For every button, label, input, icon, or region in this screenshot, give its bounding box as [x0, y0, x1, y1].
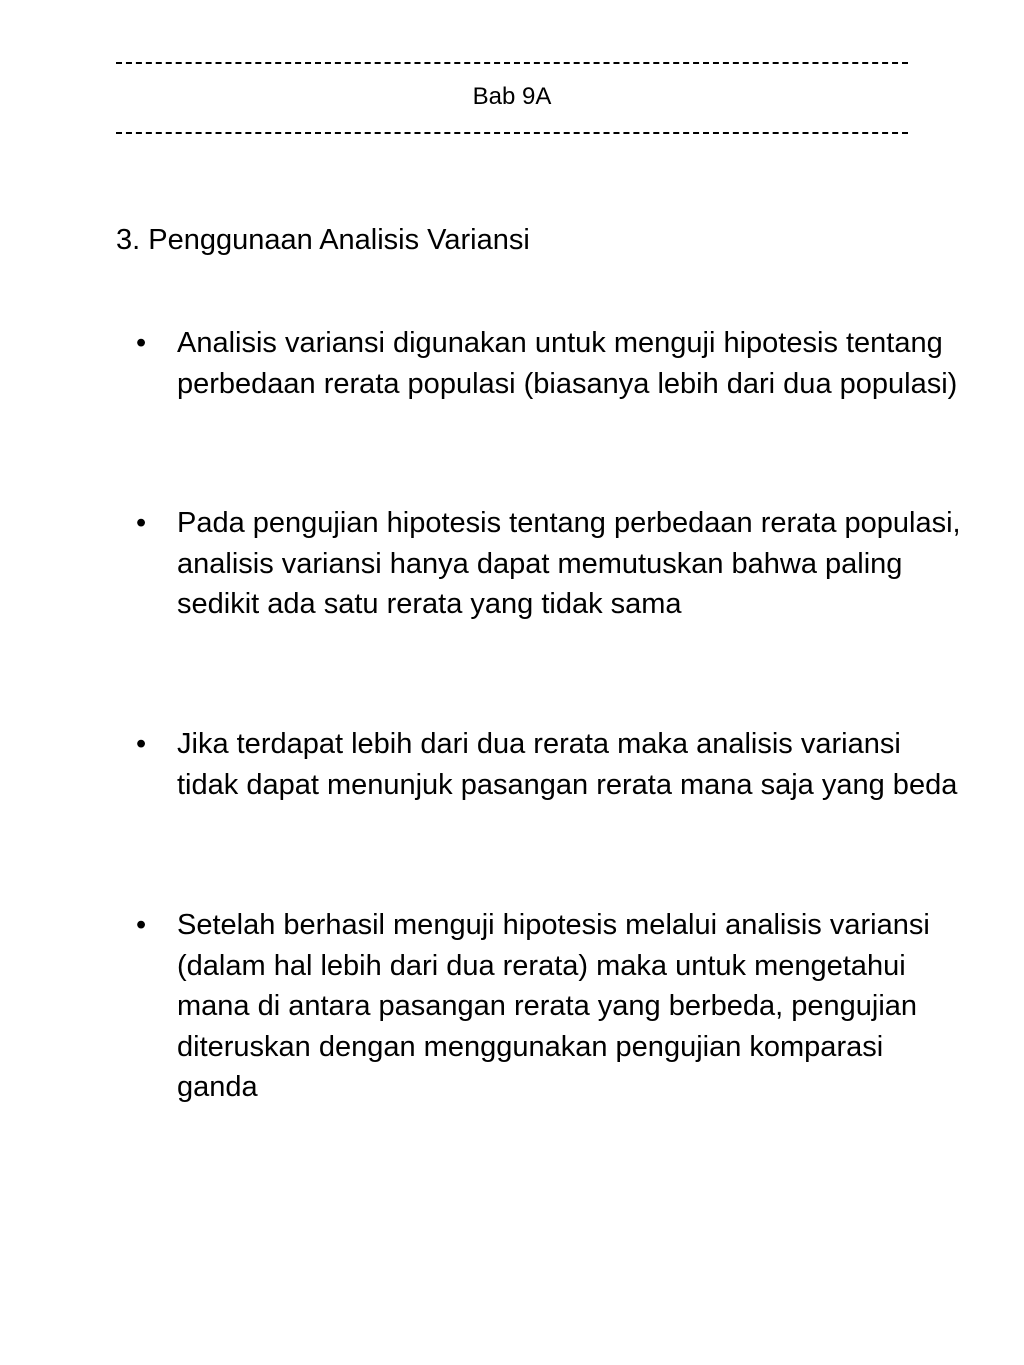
bullet-text: Setelah berhasil menguji hipotesis melalui analisis variansi (dalam hal lebih dari dua rerata) maka untuk mengetahui mana di antara pasangan rerata yang berbeda, pengujian diteruskan dengan menggunakan pengujian komparasi ganda [177, 909, 930, 1103]
bullet-dot-icon: • [136, 728, 147, 760]
chapter-label: Bab 9A [472, 83, 552, 110]
header-dashed-rule-bottom [116, 132, 908, 134]
bullet-text: Analisis variansi digunakan untuk menguji hipotesis tentang perbedaan rerata populasi (biasanya lebih dari dua populasi) [177, 327, 958, 400]
bullet-item [136, 323, 966, 404]
section-title: 3. Penggunaan Analisis Variansi [116, 224, 530, 256]
bullet-text: Jika terdapat lebih dari dua rerata maka analisis variansi tidak dapat menunjuk pasangan rerata mana saja yang beda [177, 728, 958, 801]
bullet-dot-icon: • [136, 327, 147, 359]
header-dashed-rule-top [116, 62, 908, 64]
bullet-text: Pada pengujian hipotesis tentang perbedaan rerata populasi, analisis variansi hanya dapat memutuskan bahwa paling sedikit ada satu rerata yang tidak sama [177, 507, 961, 620]
bullet-dot-icon: • [136, 507, 147, 539]
bullet-item [136, 503, 966, 625]
bullet-dot-icon: • [136, 909, 147, 941]
bullet-item [136, 905, 966, 1108]
bullet-item [136, 724, 966, 805]
